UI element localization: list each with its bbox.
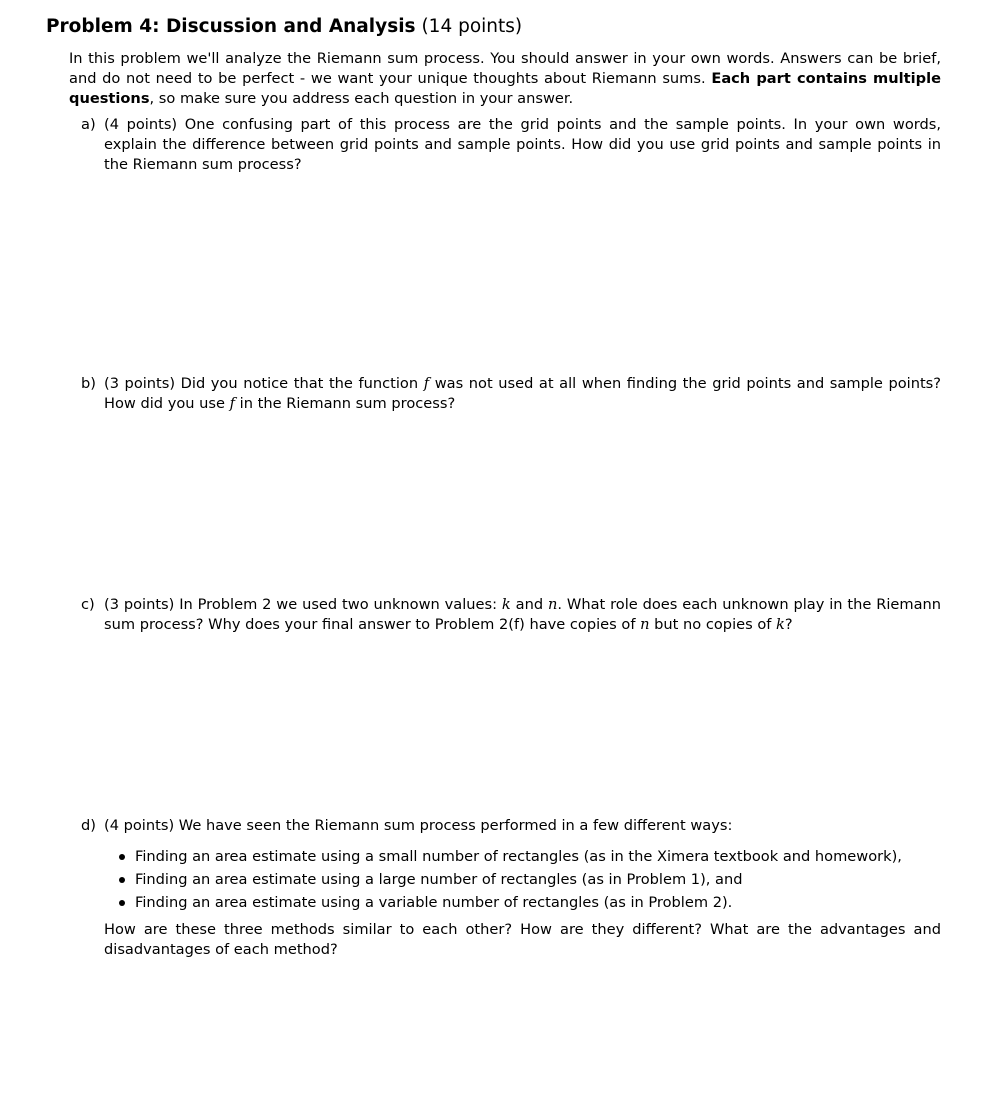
part-b: [81, 374, 941, 414]
part-d: [81, 816, 941, 836]
part-b-text-1: (3 points) Did you notice that the function: [104, 375, 419, 392]
part-c-text-4: ?: [784, 616, 793, 633]
part-d-marker: d): [81, 817, 96, 834]
bullet-icon: [119, 877, 125, 883]
part-a-question: (4 points) One confusing part of this process are the grid points and the sample points. In your own words, explain the difference between grid points and sample points. How did you use grid points and sample points in the Riemann sum process?: [104, 116, 941, 173]
bullet-icon: [119, 854, 125, 860]
problem-intro: [69, 49, 941, 109]
list-item-text: Finding an area estimate using a small number of rectangles (as in the Ximera textbook and homework),: [135, 848, 902, 865]
part-d-question: (4 points) We have seen the Riemann sum process performed in a few different ways:: [104, 817, 733, 834]
part-c-and: and: [515, 596, 544, 613]
math-var-k: k: [501, 596, 511, 613]
intro-tail: , so make sure you address each question in your answer.: [149, 90, 574, 107]
part-d-closing-question: How are these three methods similar to each other? How are they different? What are the advantages and disadvantages of each method?: [104, 921, 941, 958]
list-item-text: Finding an area estimate using a variable number of rectangles (as in Problem 2).: [135, 894, 733, 911]
bullet-icon: [119, 900, 125, 906]
part-b-question: [104, 374, 941, 414]
list-item: [118, 845, 918, 868]
intro-emphasis: Each part contains multiple questions: [69, 70, 941, 107]
math-var-n: n: [547, 596, 558, 613]
math-var-f: f: [229, 395, 236, 412]
math-var-n: n: [640, 616, 650, 633]
part-c-question: [104, 595, 941, 635]
list-item: [118, 868, 918, 891]
part-a-marker: a): [81, 116, 96, 133]
part-c-marker: c): [81, 596, 95, 613]
part-b-text-3: in the Riemann sum process?: [239, 395, 456, 412]
problem-heading: [46, 15, 522, 39]
problem-points: (14 points): [421, 16, 523, 37]
part-b-marker: b): [81, 375, 96, 392]
part-c: [81, 595, 941, 635]
method-list: [118, 845, 918, 914]
problem-title: Problem 4: Discussion and Analysis: [46, 16, 416, 37]
part-c-text-2: . What role does each unknown play in the Riemann sum process? Why does your final answer to Problem 2(f) have copies of: [104, 596, 942, 633]
list-item-text: Finding an area estimate using a large number of rectangles (as in Problem 1), and: [135, 871, 743, 888]
list-item: [118, 891, 918, 914]
math-var-f: f: [423, 375, 430, 392]
part-a: [81, 115, 941, 175]
part-c-text-1: (3 points) In Problem 2 we used two unknown values:: [104, 596, 498, 613]
math-var-k: k: [776, 616, 785, 633]
intro-text: In this problem we'll analyze the Riemann sum process. You should answer in your own words. Answers can be brief, and do not need to be perfect - we want your unique thoughts about Riemann sums.: [69, 50, 941, 87]
part-b-text-2: was not used at all when finding the grid points and sample points? How did you use: [104, 375, 942, 412]
part-c-text-3: but no copies of: [654, 616, 772, 633]
